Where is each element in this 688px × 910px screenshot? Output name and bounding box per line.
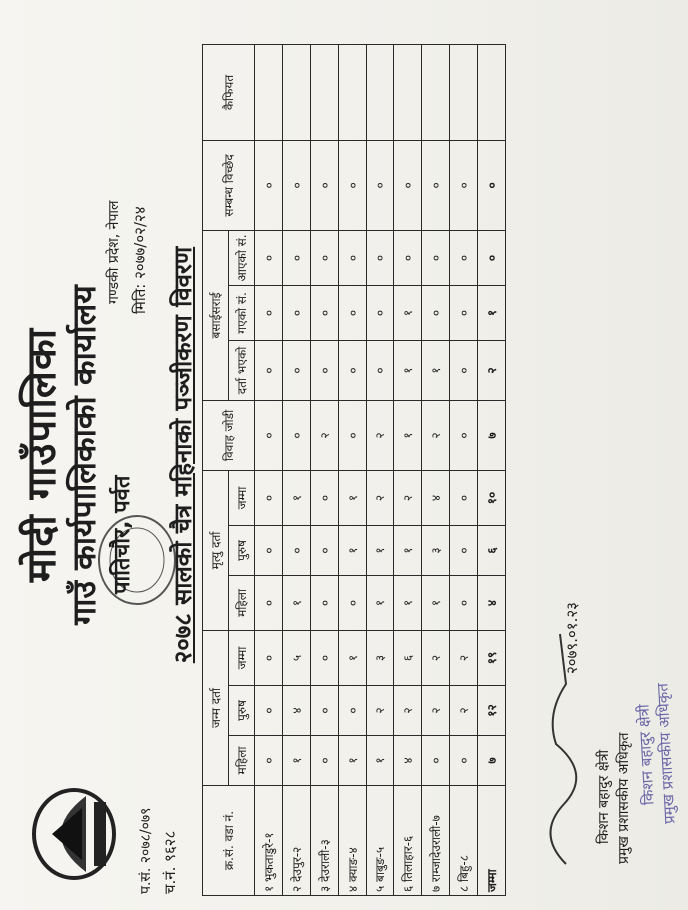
place-line: पातिचौर, पर्वत xyxy=(110,475,135,594)
cell: १ xyxy=(366,525,394,575)
cell: ६ xyxy=(394,630,422,685)
cell: ० xyxy=(338,575,366,630)
table-row xyxy=(394,45,422,896)
cell: ० xyxy=(255,400,283,470)
cell: २ xyxy=(450,630,478,685)
cell: ५ xyxy=(282,630,310,685)
cell: ० xyxy=(310,575,338,630)
cell: ४ xyxy=(478,575,506,630)
cell: ० xyxy=(338,230,366,285)
dispatch-number: च.नं. ९६२८ xyxy=(161,830,179,894)
cell: १ xyxy=(366,575,394,630)
cell: ० xyxy=(338,140,366,230)
header-birth-total: जम्मा xyxy=(229,630,255,685)
cell: ७ xyxy=(478,400,506,470)
cell: ० xyxy=(310,340,338,400)
total-row xyxy=(478,45,506,896)
cell: ० xyxy=(282,340,310,400)
ward-cell: १ भुकताडुरे-१ xyxy=(255,786,283,896)
cell: १९ xyxy=(478,630,506,685)
cell: १ xyxy=(338,630,366,685)
cell: २ xyxy=(310,400,338,470)
cell: ० xyxy=(422,736,450,786)
header-mig-out: गएको सं. xyxy=(229,285,255,340)
letter-date: मिति: २०७७/०२/२४ xyxy=(131,206,149,314)
cell: ० xyxy=(310,736,338,786)
cell: ० xyxy=(255,230,283,285)
province-line: गण्डकी प्रदेश, नेपाल xyxy=(106,200,122,304)
signer-title: प्रमुख प्रशासकीय अधिकृत xyxy=(616,732,632,864)
handwritten-signature xyxy=(526,534,586,874)
cell: ० xyxy=(310,230,338,285)
cell: ० xyxy=(282,140,310,230)
cell: १ xyxy=(282,470,310,525)
official-stamp xyxy=(629,623,685,885)
cell: १ xyxy=(282,575,310,630)
header-migration: बसाईसराई xyxy=(203,230,229,400)
cell: ० xyxy=(282,525,310,575)
header-death-female: महिला xyxy=(229,575,255,630)
ward-cell: ४ क्याङ-४ xyxy=(338,786,366,896)
cell: ० xyxy=(478,140,506,230)
header-birth-male: पुरुष xyxy=(229,686,255,736)
cell: ० xyxy=(255,686,283,736)
municipality-name: मोदी गाउँपालिका xyxy=(19,327,65,583)
cell: ३ xyxy=(366,630,394,685)
cell xyxy=(366,45,394,141)
cell: ० xyxy=(478,230,506,285)
cell: ० xyxy=(422,140,450,230)
cell: २ xyxy=(366,470,394,525)
cell xyxy=(338,45,366,141)
ward-cell: ६ तिलाहार-६ xyxy=(394,786,422,896)
cell: ४ xyxy=(282,686,310,736)
table-row xyxy=(450,45,478,896)
cell: ० xyxy=(255,140,283,230)
cell: ० xyxy=(282,400,310,470)
table-row xyxy=(282,45,310,896)
cell: २ xyxy=(366,400,394,470)
header-death-male: पुरुष xyxy=(229,525,255,575)
cell: ७ xyxy=(478,736,506,786)
office-name: गाउँ कार्यपालिकाको कार्यालय xyxy=(65,285,103,625)
cell xyxy=(282,45,310,141)
cell: १ xyxy=(338,736,366,786)
table-row xyxy=(366,45,394,896)
cell: ० xyxy=(366,285,394,340)
header-sn-ward: क्र.सं. वडा नं. xyxy=(203,786,255,896)
registration-table xyxy=(202,44,506,896)
cell: ० xyxy=(422,230,450,285)
ward-cell: ५ बाबुङ-५ xyxy=(366,786,394,896)
header-birth: जन्म दर्ता xyxy=(203,630,229,785)
cell: ० xyxy=(338,285,366,340)
cell: ० xyxy=(255,525,283,575)
total-label: जम्मा xyxy=(478,786,506,896)
cell: ० xyxy=(338,340,366,400)
ward-cell: ८ बिहु-८ xyxy=(450,786,478,896)
cell: ० xyxy=(310,285,338,340)
table-row xyxy=(422,45,450,896)
cell: ० xyxy=(255,470,283,525)
cell: ० xyxy=(255,575,283,630)
cell: ० xyxy=(282,230,310,285)
cell: १ xyxy=(338,470,366,525)
ward-cell: ७ राम्जादेउराली-७ xyxy=(422,786,450,896)
cell: ० xyxy=(394,140,422,230)
cell xyxy=(255,45,283,141)
cell: ० xyxy=(310,525,338,575)
cell: २ xyxy=(394,470,422,525)
signer-name: किशन बहादुर क्षेत्री xyxy=(596,749,612,844)
header-mig-in: आएको सं. xyxy=(229,230,255,285)
cell: ० xyxy=(366,140,394,230)
stamp-title: प्रमुख प्रशासकीय अधिकृत xyxy=(653,682,679,825)
cell: ० xyxy=(255,630,283,685)
cell: ० xyxy=(450,285,478,340)
cell: ० xyxy=(394,230,422,285)
cell xyxy=(422,45,450,141)
header-death-total: जम्मा xyxy=(229,470,255,525)
cell: ४ xyxy=(422,470,450,525)
cell: २ xyxy=(422,630,450,685)
rotated-content xyxy=(6,6,682,904)
report-title: २०७८ सालको चैत्र महिनाको पञ्जीकरण विवरण xyxy=(169,246,197,664)
cell: २ xyxy=(422,686,450,736)
cell: १ xyxy=(394,575,422,630)
header-divorce: सम्बन्ध विच्छेद xyxy=(203,140,255,230)
cell: ० xyxy=(310,470,338,525)
cell xyxy=(478,45,506,141)
cell: १ xyxy=(394,340,422,400)
cell: १ xyxy=(478,285,506,340)
cell: ० xyxy=(450,575,478,630)
cell: १ xyxy=(422,340,450,400)
cell: १२ xyxy=(478,686,506,736)
cell: १ xyxy=(394,525,422,575)
cell: ० xyxy=(255,285,283,340)
ward-cell: ३ देउराली-३ xyxy=(310,786,338,896)
header-marriage: विवाह जोडी xyxy=(203,400,255,470)
cell: ० xyxy=(450,140,478,230)
cell: ० xyxy=(310,140,338,230)
header-death: मृत्यु दर्ता xyxy=(203,470,229,630)
cell: ० xyxy=(366,230,394,285)
cell: ० xyxy=(450,525,478,575)
cell: १ xyxy=(422,575,450,630)
header-birth-female: महिला xyxy=(229,736,255,786)
cell: २ xyxy=(422,400,450,470)
cell: ० xyxy=(338,686,366,736)
cell: ० xyxy=(310,686,338,736)
stamp-name: किशन बहादुर क्षेत्री xyxy=(634,703,658,806)
cell: ० xyxy=(450,340,478,400)
cell: २ xyxy=(366,686,394,736)
table-row xyxy=(255,45,283,896)
cell: १ xyxy=(282,736,310,786)
signature-date: २०७९.०१.२३ xyxy=(563,602,581,674)
cell xyxy=(394,45,422,141)
ward-cell: २ देउपुर-२ xyxy=(282,786,310,896)
header-remarks: कैफियत xyxy=(203,45,255,141)
cell: ० xyxy=(338,400,366,470)
cell: ४ xyxy=(394,736,422,786)
cell: १ xyxy=(394,285,422,340)
fiscal-year: प.सं. २०७८/०७९ xyxy=(138,807,154,894)
cell: ० xyxy=(282,285,310,340)
cell: २ xyxy=(394,686,422,736)
cell: ० xyxy=(255,340,283,400)
cell: ० xyxy=(450,470,478,525)
cell xyxy=(450,45,478,141)
cell: १ xyxy=(366,736,394,786)
cell xyxy=(310,45,338,141)
table-row xyxy=(338,45,366,896)
cell: ० xyxy=(450,736,478,786)
cell: ० xyxy=(422,285,450,340)
cell: १ xyxy=(338,525,366,575)
cell: २ xyxy=(478,340,506,400)
cell: ० xyxy=(366,340,394,400)
cell: १ xyxy=(394,400,422,470)
cell: ० xyxy=(450,230,478,285)
header-mig-registered: दर्ता भएको xyxy=(229,340,255,400)
cell: ६ xyxy=(478,525,506,575)
cell: ० xyxy=(310,630,338,685)
cell: १० xyxy=(478,470,506,525)
cell: ३ xyxy=(422,525,450,575)
cell: ० xyxy=(255,736,283,786)
table-row xyxy=(310,45,338,896)
cell: २ xyxy=(450,686,478,736)
cell: ० xyxy=(450,400,478,470)
